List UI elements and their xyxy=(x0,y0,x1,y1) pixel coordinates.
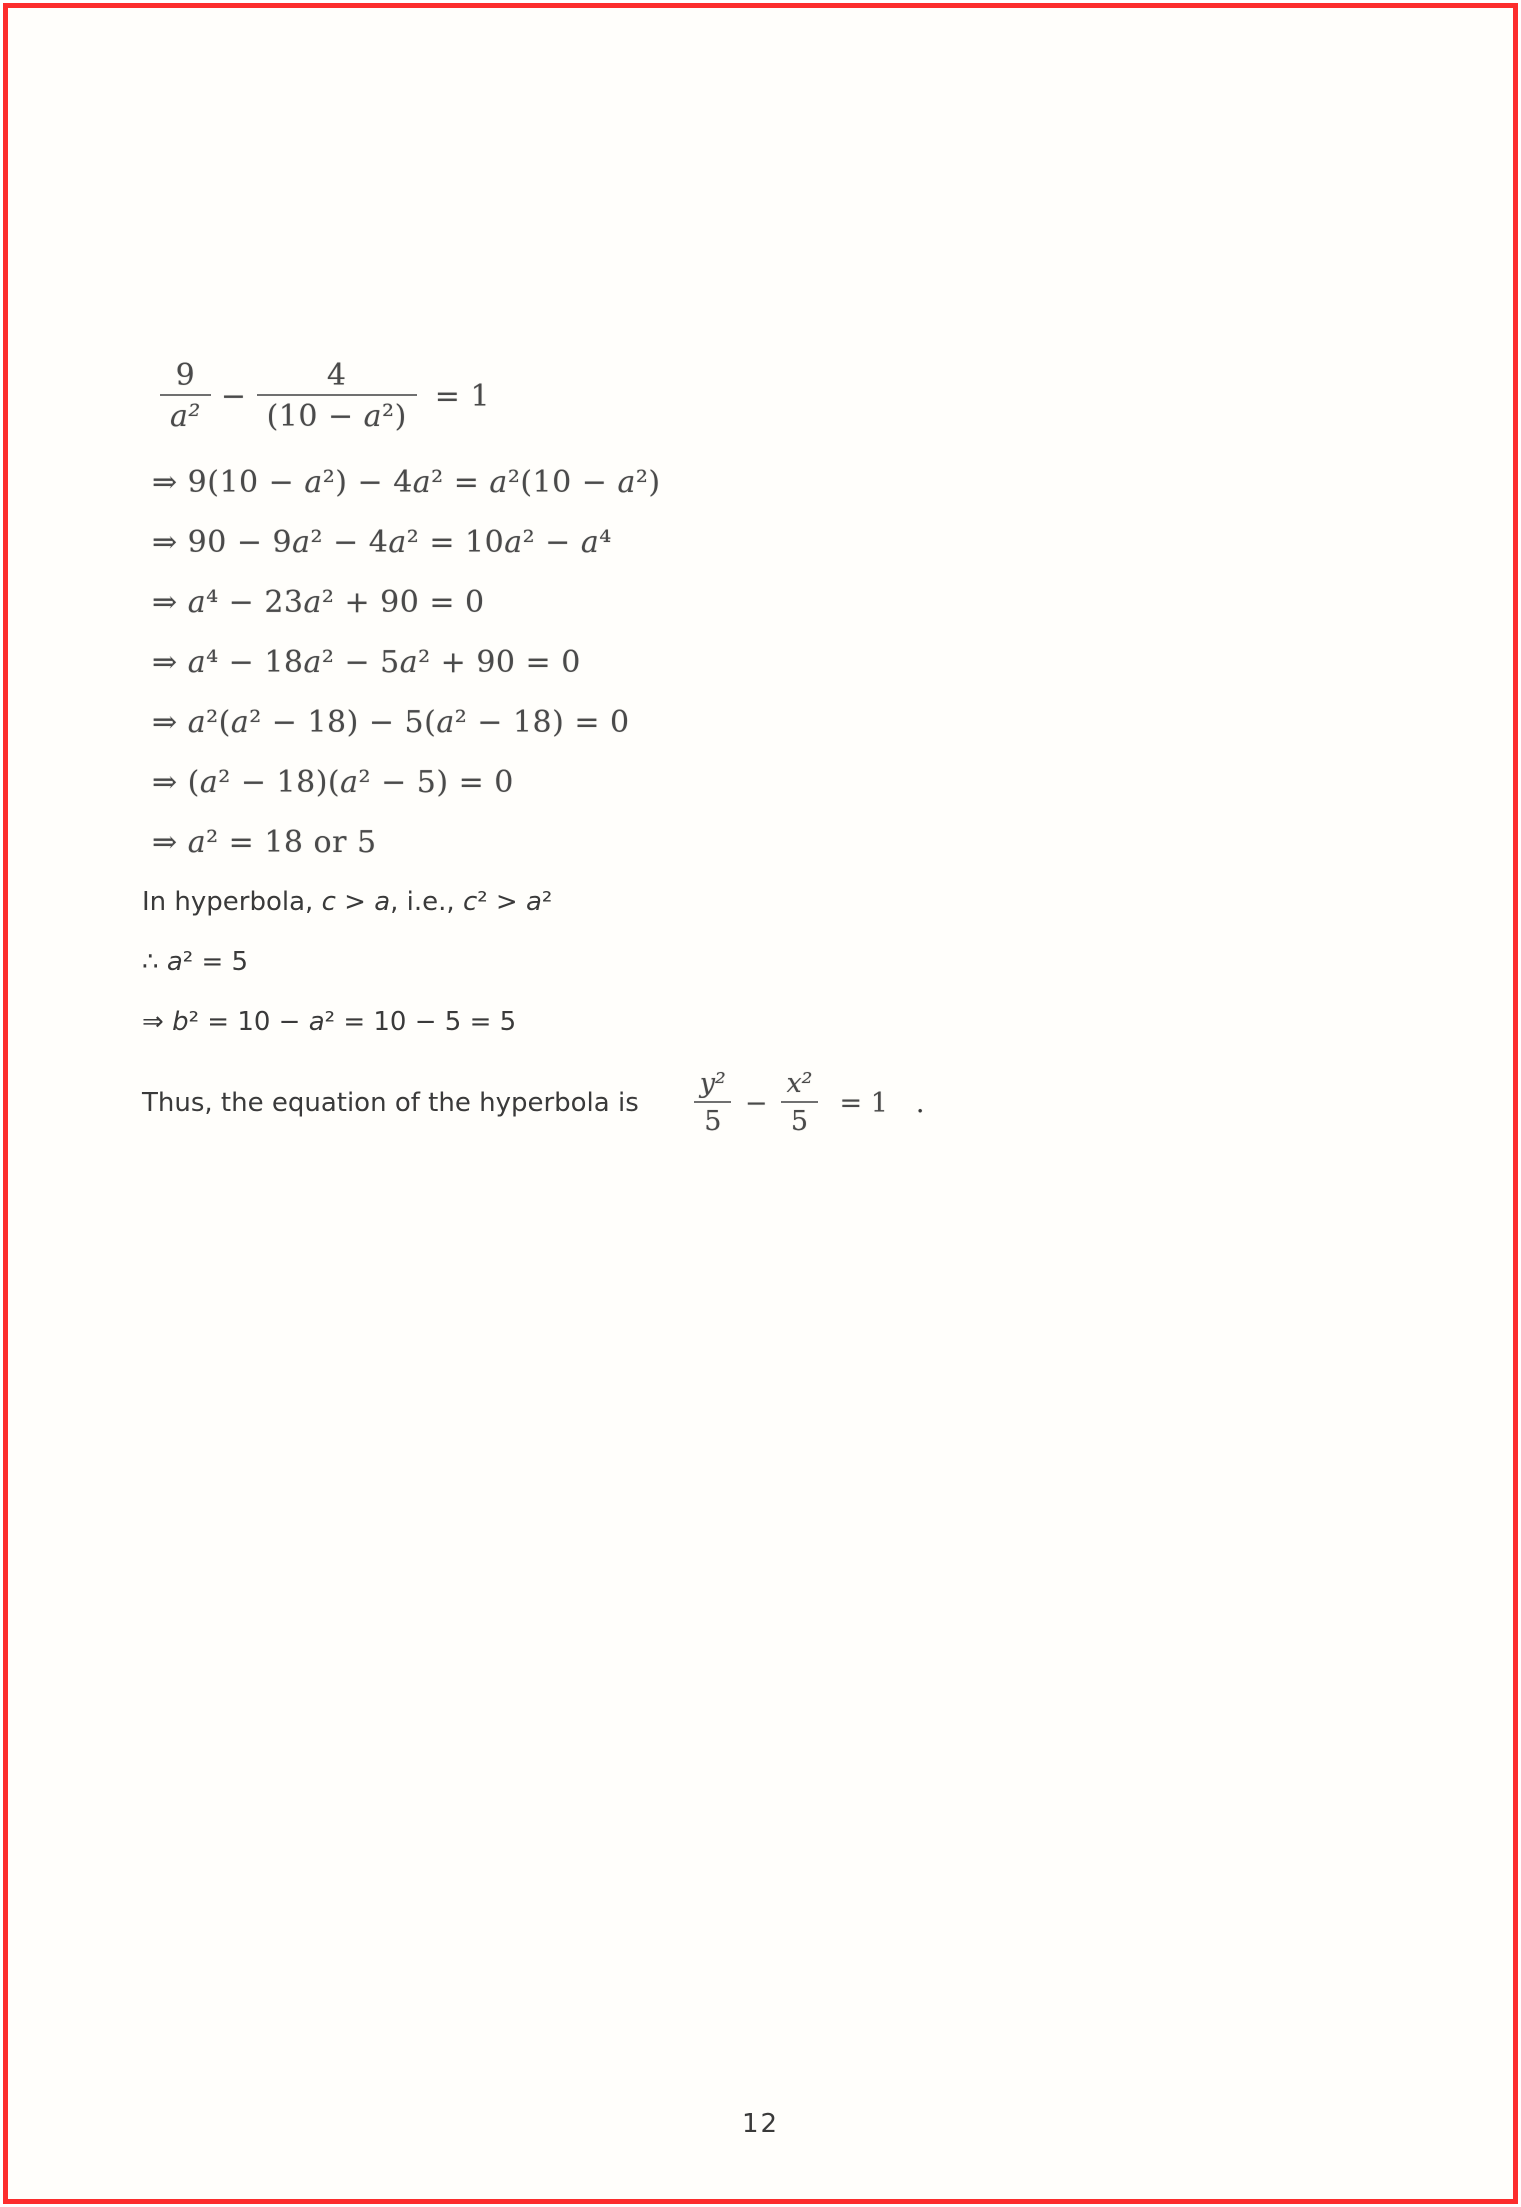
equation-step-5: ⇒ a ²( a ² − 18) − 5( a ² − 18) = 0 xyxy=(152,704,630,740)
equation-step-2: ⇒ 90 − 9 a ² − 4 a ² = 10 a ² − a ⁴ xyxy=(152,524,612,560)
final-equation xyxy=(683,1068,925,1138)
minus-operator: − xyxy=(220,378,247,414)
equation-step-6: ⇒ ( a ² − 18)( a ² − 5) = 0 xyxy=(152,764,514,800)
conclusion-line xyxy=(142,1052,1142,1154)
fraction-numerator: 4 xyxy=(326,357,347,393)
equation-initial xyxy=(142,340,1142,452)
fraction-denominator: (10 − a²) xyxy=(257,394,417,435)
equation-rhs: = 1 xyxy=(839,1087,888,1119)
fraction-x2-over-5 xyxy=(776,1068,822,1138)
fraction-y2-over-5 xyxy=(690,1068,736,1138)
equation-rhs: = 1 xyxy=(434,378,491,414)
fraction-denominator: 5 xyxy=(694,1101,731,1138)
document-page xyxy=(3,3,1518,2204)
equation-step-1: ⇒ 9(10 − a ²) − 4 a ² = a ²(10 − a ²) xyxy=(152,464,661,500)
solution-content xyxy=(142,340,1142,1154)
equation-step-7: ⇒ a ² = 18 or 5 xyxy=(152,824,377,860)
fraction-numerator: y² xyxy=(699,1068,726,1100)
fraction-denominator: a² xyxy=(160,394,211,435)
minus-operator: − xyxy=(744,1087,768,1119)
equation-step-3: ⇒ a ⁴ − 23 a ² + 90 = 0 xyxy=(152,584,485,620)
text-line-in-hyperbola: In hyperbola, c > a , i.e., c ² > a ² xyxy=(142,887,553,917)
text-line-b-squared: ⇒ b ² = 10 − a ² = 10 − 5 = 5 xyxy=(142,1007,517,1037)
conclusion-text: Thus, the equation of the hyperbola is xyxy=(142,1088,639,1118)
fraction-numerator: x² xyxy=(786,1068,813,1100)
fraction-denominator: 5 xyxy=(781,1101,818,1138)
page-number: 12 xyxy=(741,2109,780,2139)
fraction-numerator: 9 xyxy=(175,357,196,393)
fraction-4-over-10-minus-a2 xyxy=(257,358,417,435)
text-line-a-squared-equals-5: ∴ a ² = 5 xyxy=(142,947,249,977)
equation-step-4: ⇒ a ⁴ − 18 a ² − 5 a ² + 90 = 0 xyxy=(152,644,581,680)
fraction-9-over-a2 xyxy=(160,358,211,435)
sentence-period: . xyxy=(915,1087,925,1119)
